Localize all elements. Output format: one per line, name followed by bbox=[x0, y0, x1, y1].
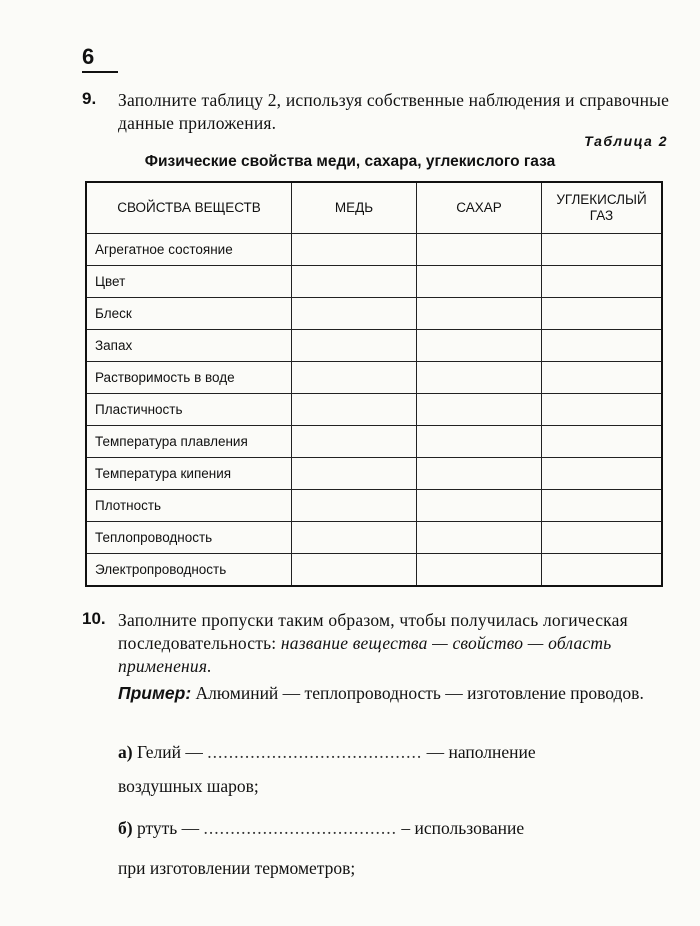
property-label: Электропроводность bbox=[86, 554, 292, 587]
cell-sugar[interactable] bbox=[417, 394, 542, 426]
cell-sugar[interactable] bbox=[417, 266, 542, 298]
cell-co2[interactable] bbox=[542, 522, 663, 554]
cell-co2[interactable] bbox=[542, 490, 663, 522]
property-label: Блеск bbox=[86, 298, 292, 330]
cell-copper[interactable] bbox=[292, 522, 417, 554]
cell-sugar[interactable] bbox=[417, 362, 542, 394]
cell-copper[interactable] bbox=[292, 458, 417, 490]
task-9-number: 9. bbox=[82, 89, 97, 108]
table-row bbox=[86, 394, 662, 426]
cell-sugar[interactable] bbox=[417, 298, 542, 330]
cell-sugar[interactable] bbox=[417, 330, 542, 362]
task-10 bbox=[82, 609, 672, 678]
property-label: Растворимость в воде bbox=[86, 362, 292, 394]
item-b bbox=[82, 817, 672, 840]
task-10-text-plain: Заполните пропуски таким образом, чтобы получилась логическая последовательность: bbox=[118, 610, 628, 653]
task-10-text bbox=[118, 609, 672, 678]
cell-sugar[interactable] bbox=[417, 554, 542, 587]
cell-co2[interactable] bbox=[542, 554, 663, 587]
table-row bbox=[86, 426, 662, 458]
item-b-start: ртуть — bbox=[136, 818, 200, 838]
cell-co2[interactable] bbox=[542, 266, 663, 298]
item-a-blank[interactable]: ........................................ bbox=[207, 742, 423, 762]
item-b-blank[interactable]: .................................... bbox=[203, 818, 398, 838]
table-row bbox=[86, 298, 662, 330]
cell-copper[interactable] bbox=[292, 394, 417, 426]
property-label: Теплопроводность bbox=[86, 522, 292, 554]
header-sugar: САХАР bbox=[417, 182, 542, 234]
table-row bbox=[86, 522, 662, 554]
cell-sugar[interactable] bbox=[417, 522, 542, 554]
table-caption-label: Таблица 2 bbox=[584, 133, 668, 149]
task-9 bbox=[82, 89, 672, 135]
cell-co2[interactable] bbox=[542, 394, 663, 426]
cell-co2[interactable] bbox=[542, 330, 663, 362]
table-row bbox=[86, 266, 662, 298]
property-label: Температура плавления bbox=[86, 426, 292, 458]
cell-copper[interactable] bbox=[292, 266, 417, 298]
cell-copper[interactable] bbox=[292, 554, 417, 587]
property-label: Плотность bbox=[86, 490, 292, 522]
task-10-number: 10. bbox=[82, 609, 106, 628]
cell-sugar[interactable] bbox=[417, 490, 542, 522]
cell-co2[interactable] bbox=[542, 426, 663, 458]
table-row bbox=[86, 330, 662, 362]
cell-sugar[interactable] bbox=[417, 458, 542, 490]
cell-copper[interactable] bbox=[292, 330, 417, 362]
item-a-end: — наполнение bbox=[426, 742, 536, 762]
table-row bbox=[86, 362, 662, 394]
cell-co2[interactable] bbox=[542, 298, 663, 330]
cell-copper[interactable] bbox=[292, 234, 417, 266]
property-label: Пластичность bbox=[86, 394, 292, 426]
example-label: Пример: bbox=[118, 683, 192, 703]
item-a bbox=[82, 741, 672, 764]
cell-copper[interactable] bbox=[292, 362, 417, 394]
table-title: Физические свойства меди, сахара, углекислого газа bbox=[144, 153, 556, 170]
header-properties: СВОЙСТВА ВЕЩЕСТВ bbox=[86, 182, 292, 234]
table-row bbox=[86, 490, 662, 522]
item-b-continuation: при изготовлении термометров; bbox=[118, 858, 356, 878]
property-label: Запах bbox=[86, 330, 292, 362]
example bbox=[82, 682, 672, 705]
cell-co2[interactable] bbox=[542, 458, 663, 490]
property-label: Агрегатное состояние bbox=[86, 234, 292, 266]
item-b-end: – использование bbox=[401, 818, 525, 838]
table-row bbox=[86, 458, 662, 490]
page-number: 6 bbox=[82, 44, 118, 73]
property-label: Цвет bbox=[86, 266, 292, 298]
cell-copper[interactable] bbox=[292, 298, 417, 330]
header-copper: МЕДЬ bbox=[292, 182, 417, 234]
item-a-start: Гелий — bbox=[136, 742, 203, 762]
item-a-continuation: воздушных шаров; bbox=[118, 776, 259, 796]
table-header-row bbox=[86, 182, 662, 234]
table-row bbox=[86, 554, 662, 587]
cell-sugar[interactable] bbox=[417, 234, 542, 266]
table-row bbox=[86, 234, 662, 266]
cell-copper[interactable] bbox=[292, 490, 417, 522]
cell-sugar[interactable] bbox=[417, 426, 542, 458]
example-text: Алюминий — теплопроводность — изготовление проводов. bbox=[195, 683, 644, 703]
cell-co2[interactable] bbox=[542, 362, 663, 394]
cell-copper[interactable] bbox=[292, 426, 417, 458]
properties-table bbox=[85, 181, 663, 587]
item-a-label: а) bbox=[118, 742, 133, 762]
item-b-label: б) bbox=[118, 818, 133, 838]
header-co2: УГЛЕКИСЛЫЙ ГАЗ bbox=[542, 182, 663, 234]
task-10-text-italic: название вещества — свойство — область применения. bbox=[118, 633, 612, 676]
property-label: Температура кипения bbox=[86, 458, 292, 490]
task-9-text: Заполните таблицу 2, используя собственные наблюдения и справочные данные приложения. bbox=[118, 90, 670, 133]
cell-co2[interactable] bbox=[542, 234, 663, 266]
